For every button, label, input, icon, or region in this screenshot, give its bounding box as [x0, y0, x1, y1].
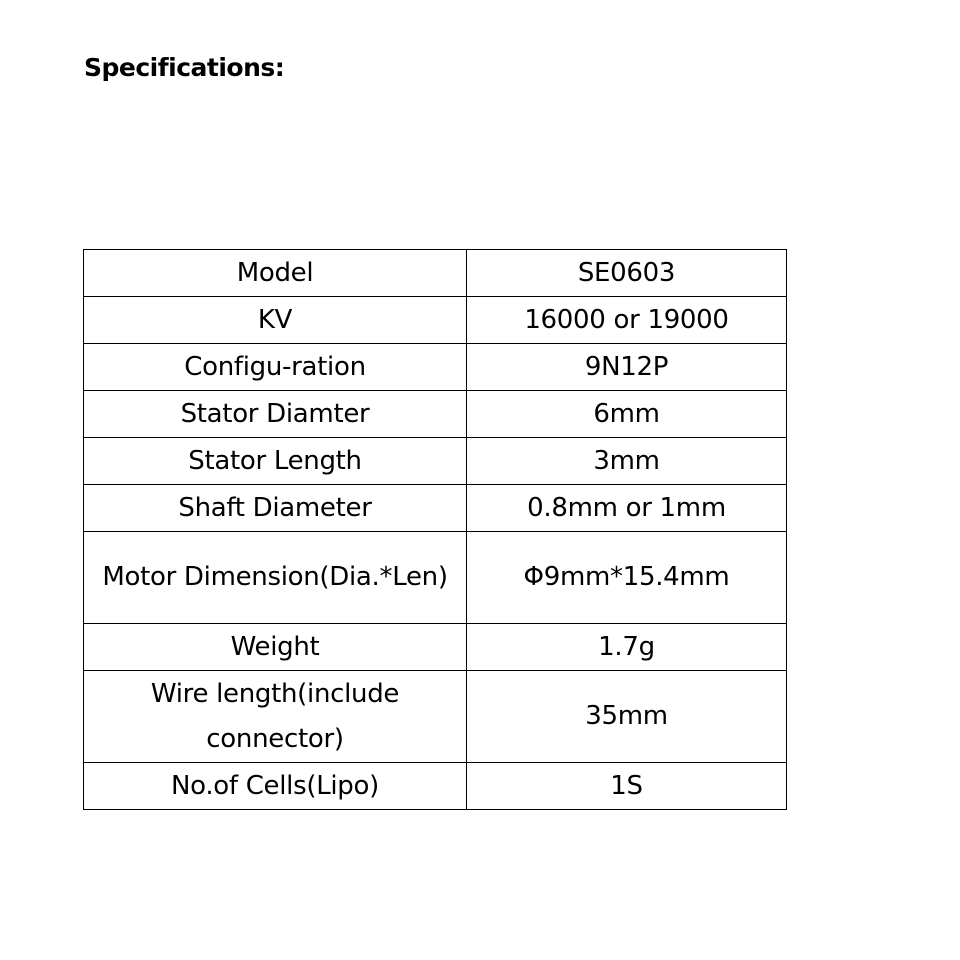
spec-value: SE0603: [467, 250, 787, 297]
spec-label: Shaft Diameter: [84, 485, 467, 532]
table-row: [84, 391, 787, 438]
spec-value: 35mm: [467, 671, 787, 763]
spec-value: 0.8mm or 1mm: [467, 485, 787, 532]
spec-value: 16000 or 19000: [467, 297, 787, 344]
spec-label: Motor Dimension(Dia.*Len): [84, 532, 467, 624]
table-row: [84, 532, 787, 624]
page-title: Specifications:: [84, 53, 285, 82]
spec-label: KV: [84, 297, 467, 344]
table-row: [84, 250, 787, 297]
spec-label: Wire length(include connector): [84, 671, 467, 763]
spec-label: Configu-ration: [84, 344, 467, 391]
spec-value: 1.7g: [467, 624, 787, 671]
spec-value: 9N12P: [467, 344, 787, 391]
spec-label: No.of Cells(Lipo): [84, 763, 467, 810]
spec-label: Stator Length: [84, 438, 467, 485]
spec-value: Φ9mm*15.4mm: [467, 532, 787, 624]
table-row: [84, 344, 787, 391]
table-row: [84, 297, 787, 344]
spec-value: 1S: [467, 763, 787, 810]
table-row: [84, 671, 787, 763]
spec-label: Model: [84, 250, 467, 297]
spec-label: Weight: [84, 624, 467, 671]
table-row: [84, 485, 787, 532]
table-row: [84, 763, 787, 810]
table-row: [84, 624, 787, 671]
spec-label: Stator Diamter: [84, 391, 467, 438]
specifications-table: [83, 249, 787, 810]
spec-value: 6mm: [467, 391, 787, 438]
table-row: [84, 438, 787, 485]
spec-value: 3mm: [467, 438, 787, 485]
